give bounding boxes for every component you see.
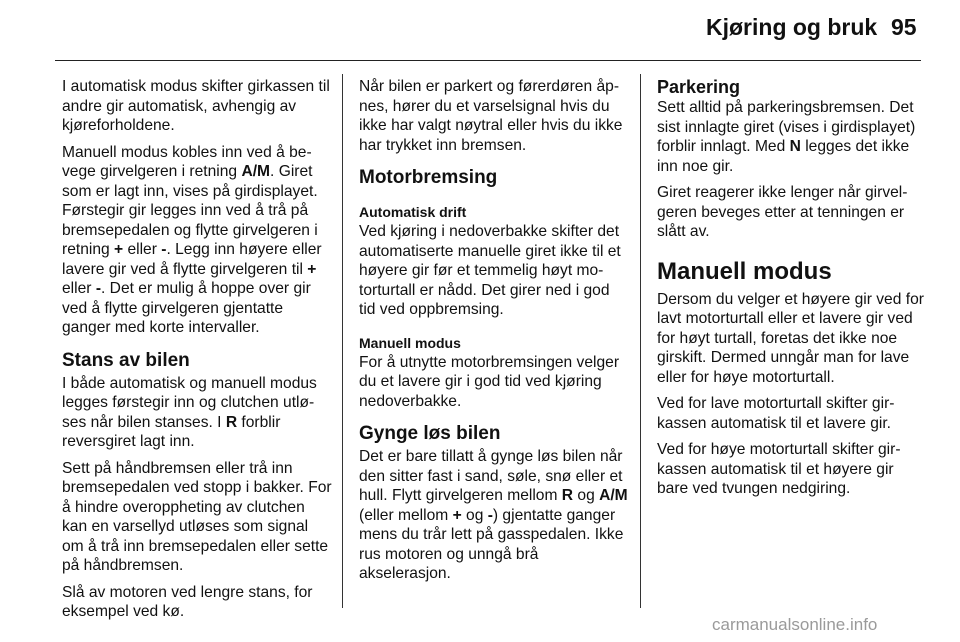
gear-label-n: N (789, 138, 801, 155)
column-3 (657, 77, 925, 506)
paragraph-manual-mode: Manuell modus kobles inn ved å bevege girvelgeren i retning A/M. Giret som er lagt inn, vises på girdisplayet. Førstegir gir legges inn ved å trå på bremsepedalen og flytte girvelgeren i retning + eller -. Legg inn høyere eller lavere gir ved å flytte girvelgeren til + eller -. Det er mulig å hoppe over gir ved å flytte girvelgeren gjentatte ganger med korte intervaller. (62, 143, 322, 336)
subheading-automatisk-drift: Automatisk drift (359, 204, 467, 220)
gear-label-r: R (225, 413, 238, 431)
paragraph-handbrake: Sett på håndbremsen eller trå inn bremsepedalen ved stopp i bakker. For å hindre overoppheting av clutchen kan en varsellyd utløses som signal om å trå inn bremsepedalen eller sette på håndbremsen. (62, 459, 332, 574)
heading-manuell-modus: Manuell modus (657, 257, 832, 285)
heading-stans-av-bilen: Stans av bilen (62, 349, 190, 371)
gear-label-plus: + (452, 506, 462, 524)
gear-label-am: A/M (241, 163, 271, 180)
heading-parkering: Parkering (657, 77, 741, 97)
header-rule (55, 60, 921, 61)
gear-label-minus: - (95, 280, 102, 297)
column-divider-1 (342, 74, 343, 608)
heading-motorbremsing: Motorbremsing (359, 167, 498, 188)
paragraph-high-rpm: Ved for høye motorturtall skifter girkassen automatisk til et høyere gir bare ved tvungen nedgiring. (657, 441, 901, 497)
gear-label-minus: - (161, 241, 167, 258)
watermark-text: carmanualsonline.info (712, 615, 878, 634)
gear-label-plus: + (307, 260, 317, 278)
gear-label-minus: - (487, 506, 493, 524)
paragraph-parking: Sett alltid på parkeringsbremsen. Det sist innlagte giret (vises i girdisplayet) forblir innlagt. Med N legges det ikke inn noe gir. (657, 99, 916, 175)
paragraph-low-rpm: Ved for lave motorturtall skifter girkassen automatisk til et lavere gir. (657, 395, 895, 432)
gear-label-r: R (561, 487, 574, 504)
paragraph-downhill-manual: For å utnytte motorbremsingen velger du et lavere gir i god tid ved kjøring nedoverbakke. (359, 353, 620, 410)
paragraph-stopping: I både automatisk og manuell modus legges førstegir inn og clutchen utløses når bilen stanses. I R forblir reversgiret lagt inn. (62, 374, 317, 450)
column-1 (62, 77, 332, 629)
paragraph-door-warning: Når bilen er parkert og førerdøren åpnes, hører du et varselsignal hvis du ikke har valgt nøytral eller hvis du ikke har trykket inn bremsen. (359, 78, 623, 154)
header-title: Kjøring og bruk (706, 14, 878, 40)
paragraph-ignition-off: Giret reagerer ikke lenger når girvelgeren beveges etter at tenningen er slått av. (657, 184, 908, 240)
paragraph-downhill-automatic: Ved kjøring i nedoverbakke skifter det automatiserte manuelle giret ikke til et høyere gir før et temmelig høyt motorturtall er nådd. Det girer ned i god tid ved oppbremsing. (359, 223, 621, 318)
paragraph-engine-off: Slå av motoren ved lengre stans, for eksempel ved kø. (62, 583, 313, 620)
page-number: 95 (891, 14, 917, 40)
gear-label-plus: + (114, 241, 124, 258)
heading-gynge-los-bilen: Gynge løs bilen (359, 423, 501, 444)
column-divider-2 (640, 74, 641, 608)
paragraph-automatic-mode: I automatisk modus skifter girkassen til andre gir automatisk, avhengig av kjøreforholdene. (62, 78, 330, 134)
subheading-manuell-modus: Manuell modus (359, 334, 461, 351)
paragraph-gear-select: Dersom du velger et høyere gir ved for lavt motorturtall eller et lavere gir ved for høyt turtall, foretas det ikke noe girskift. Dermed unngår man for lave eller for høye motorturtall. (657, 290, 924, 386)
column-2 (359, 77, 630, 591)
paragraph-rocking: Det er bare tillatt å gynge løs bilen når den sitter fast i sand, søle, snø eller et hull. Flytt girvelgeren mellom R og A/M (eller mellom + og -) gjentatte ganger mens du trår lett på gasspedalen. Ikke rus motoren og unngå brå akselerasjon. (359, 448, 628, 582)
gear-label-am: A/M (599, 487, 628, 504)
page-header (0, 0, 960, 64)
